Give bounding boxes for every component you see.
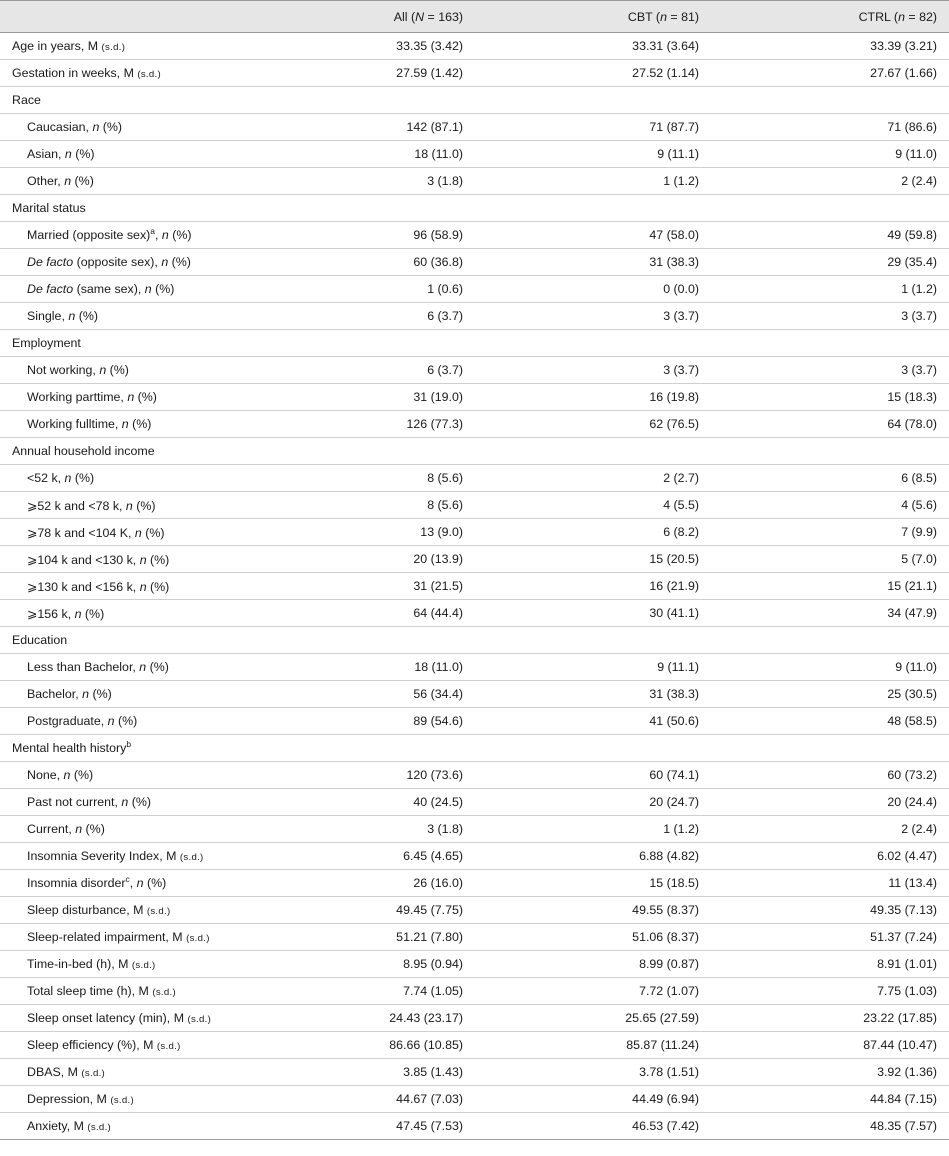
header-cbt: CBT (n = 81)	[627, 9, 699, 24]
cell-ctrl: 7 (9.9)	[901, 525, 937, 539]
row-label: None, n (%)	[27, 768, 94, 782]
cell-all: 126 (77.3)	[406, 417, 463, 431]
row-label: Mental health history$^b$	[12, 738, 132, 755]
row-label: Not working, n (%)	[27, 363, 129, 377]
row-label: Anxiety, M (s.d.)	[27, 1119, 112, 1133]
cell-all: 6 (3.7)	[427, 309, 463, 323]
cell-all: 3 (1.8)	[427, 822, 463, 836]
row-label: Age in years, M (s.d.)	[12, 39, 126, 53]
cell-cbt: 15 (18.5)	[649, 876, 699, 890]
cell-all: 27.59 (1.42)	[396, 66, 463, 80]
cell-cbt: 3 (3.7)	[663, 309, 699, 323]
cell-ctrl: 2 (2.4)	[901, 174, 937, 188]
cell-cbt: 46.53 (7.42)	[632, 1119, 699, 1133]
cell-all: 18 (11.0)	[414, 147, 463, 161]
table-row	[0, 357, 949, 384]
cell-all: 31 (21.5)	[413, 579, 463, 593]
cell-ctrl: 5 (7.0)	[901, 552, 937, 566]
table-row	[0, 573, 949, 600]
cell-all: 60 (36.8)	[413, 255, 463, 269]
header-all: All (N = 163)	[393, 9, 463, 24]
table-row	[0, 465, 949, 492]
cell-cbt: 20 (24.7)	[649, 795, 699, 809]
cell-all: 44.67 (7.03)	[396, 1092, 463, 1106]
cell-ctrl: 3 (3.7)	[901, 309, 937, 323]
row-label: Working parttime, n (%)	[27, 390, 157, 404]
row-label: Race	[12, 93, 41, 107]
cell-ctrl: 7.75 (1.03)	[877, 984, 937, 998]
row-label: Married (opposite sex)$^a$, n (%)	[27, 225, 192, 242]
cell-cbt: 25.65 (27.59)	[625, 1011, 699, 1025]
row-label: ⩾156 k, n (%)	[27, 606, 105, 621]
table-row	[0, 978, 949, 1005]
cell-all: 8 (5.6)	[427, 498, 463, 512]
cell-ctrl: 64 (78.0)	[887, 417, 937, 431]
cell-all: 142 (87.1)	[406, 120, 463, 134]
table-row	[0, 1032, 949, 1059]
row-label: Asian, n (%)	[27, 147, 95, 161]
row-label: Past not current, n (%)	[27, 795, 151, 809]
cell-all: 8 (5.6)	[427, 471, 463, 485]
cell-cbt: 6 (8.2)	[663, 525, 699, 539]
cell-all: 64 (44.4)	[413, 606, 463, 620]
cell-cbt: 16 (19.8)	[649, 390, 699, 404]
cell-all: 31 (19.0)	[413, 390, 463, 404]
cell-ctrl: 3 (3.7)	[901, 363, 937, 377]
table-row	[0, 816, 949, 843]
cell-all: 13 (9.0)	[420, 525, 463, 539]
cell-ctrl: 49.35 (7.13)	[870, 903, 937, 917]
cell-all: 24.43 (23.17)	[389, 1011, 463, 1025]
row-label: ⩾130 k and <156 k, n (%)	[27, 579, 170, 594]
table-row	[0, 168, 949, 195]
cell-ctrl: 6 (8.5)	[901, 471, 937, 485]
section-row	[0, 627, 949, 654]
cell-all: 7.74 (1.05)	[403, 984, 463, 998]
table-row	[0, 411, 949, 438]
cell-cbt: 0 (0.0)	[663, 282, 699, 296]
table-row	[0, 951, 949, 978]
cell-all: 40 (24.5)	[413, 795, 463, 809]
table-row	[0, 762, 949, 789]
cell-cbt: 3.78 (1.51)	[639, 1065, 699, 1079]
cell-all: 6 (3.7)	[427, 363, 463, 377]
table-row	[0, 681, 949, 708]
row-label: ⩾52 k and <78 k, n (%)	[27, 498, 156, 513]
cell-ctrl: 15 (21.1)	[887, 579, 937, 593]
table-row	[0, 708, 949, 735]
row-label: Current, n (%)	[27, 822, 105, 836]
cell-ctrl: 4 (5.6)	[901, 498, 937, 512]
table-row	[0, 492, 949, 519]
table-row	[0, 60, 949, 87]
section-row	[0, 195, 949, 222]
table-row	[0, 897, 949, 924]
table-row	[0, 141, 949, 168]
table-row	[0, 222, 949, 249]
row-label: De facto (opposite sex), n (%)	[27, 255, 191, 269]
cell-cbt: 27.52 (1.14)	[632, 66, 699, 80]
cell-all: 96 (58.9)	[413, 228, 463, 242]
cell-cbt: 9 (11.1)	[657, 147, 699, 161]
cell-cbt: 85.87 (11.24)	[626, 1038, 699, 1052]
row-label: ⩾104 k and <130 k, n (%)	[27, 552, 170, 567]
table-row	[0, 924, 949, 951]
table-row	[0, 546, 949, 573]
cell-cbt: 44.49 (6.94)	[632, 1092, 699, 1106]
table-row	[0, 276, 949, 303]
table-row	[0, 870, 949, 897]
table-body	[0, 33, 949, 1140]
cell-ctrl: 2 (2.4)	[901, 822, 937, 836]
row-label: Sleep onset latency (min), M (s.d.)	[27, 1011, 212, 1025]
table-row	[0, 303, 949, 330]
cell-cbt: 8.99 (0.87)	[639, 957, 699, 971]
cell-all: 3 (1.8)	[427, 174, 463, 188]
cell-cbt: 31 (38.3)	[649, 255, 699, 269]
row-label: DBAS, M (s.d.)	[27, 1065, 106, 1079]
cell-ctrl: 11 (13.4)	[888, 876, 937, 890]
row-label: Working fulltime, n (%)	[27, 417, 152, 431]
cell-all: 26 (16.0)	[413, 876, 463, 890]
cell-cbt: 16 (21.9)	[649, 579, 699, 593]
row-label: Single, n (%)	[27, 309, 98, 323]
cell-ctrl: 15 (18.3)	[887, 390, 937, 404]
row-label: Education	[12, 633, 68, 647]
row-label: Other, n (%)	[27, 174, 94, 188]
cell-ctrl: 87.44 (10.47)	[863, 1038, 937, 1052]
table-header-row	[0, 0, 949, 33]
cell-ctrl: 9 (11.0)	[895, 660, 937, 674]
table-row	[0, 654, 949, 681]
table-row	[0, 114, 949, 141]
row-label: Sleep efficiency (%), M (s.d.)	[27, 1038, 181, 1052]
cell-all: 56 (34.4)	[413, 687, 463, 701]
cell-cbt: 7.72 (1.07)	[639, 984, 699, 998]
cell-ctrl: 60 (73.2)	[887, 768, 937, 782]
row-label: Gestation in weeks, M (s.d.)	[12, 66, 161, 80]
row-label: Time-in-bed (h), M (s.d.)	[27, 957, 156, 971]
table-row	[0, 384, 949, 411]
row-label: Annual household income	[12, 444, 155, 458]
cell-cbt: 31 (38.3)	[649, 687, 699, 701]
row-label: De facto (same sex), n (%)	[27, 282, 175, 296]
cell-all: 18 (11.0)	[414, 660, 463, 674]
cell-ctrl: 25 (30.5)	[887, 687, 937, 701]
section-row	[0, 330, 949, 357]
cell-all: 86.66 (10.85)	[389, 1038, 463, 1052]
cell-cbt: 4 (5.5)	[663, 498, 699, 512]
row-label: Employment	[12, 336, 81, 350]
cell-ctrl: 29 (35.4)	[887, 255, 937, 269]
cell-ctrl: 33.39 (3.21)	[870, 39, 937, 53]
cell-ctrl: 44.84 (7.15)	[870, 1092, 937, 1106]
cell-cbt: 51.06 (8.37)	[632, 930, 699, 944]
cell-all: 33.35 (3.42)	[396, 39, 463, 53]
table-row	[0, 33, 949, 60]
row-label: Depression, M (s.d.)	[27, 1092, 134, 1106]
cell-ctrl: 27.67 (1.66)	[870, 66, 937, 80]
cell-all: 51.21 (7.80)	[396, 930, 463, 944]
section-row	[0, 735, 949, 762]
table-row	[0, 1005, 949, 1032]
row-label: Bachelor, n (%)	[27, 687, 112, 701]
cell-all: 8.95 (0.94)	[403, 957, 463, 971]
cell-all: 3.85 (1.43)	[403, 1065, 463, 1079]
cell-all: 20 (13.9)	[413, 552, 463, 566]
row-label: <52 k, n (%)	[27, 471, 95, 485]
row-label: Sleep-related impairment, M (s.d.)	[27, 930, 210, 944]
cell-cbt: 33.31 (3.64)	[632, 39, 699, 53]
cell-ctrl: 20 (24.4)	[887, 795, 937, 809]
cell-ctrl: 51.37 (7.24)	[870, 930, 937, 944]
cell-ctrl: 71 (86.6)	[887, 120, 937, 134]
cell-cbt: 6.88 (4.82)	[639, 849, 699, 863]
cell-all: 89 (54.6)	[413, 714, 463, 728]
table-row	[0, 843, 949, 870]
table-row	[0, 1059, 949, 1086]
cell-ctrl: 48.35 (7.57)	[870, 1119, 937, 1133]
cell-ctrl: 48 (58.5)	[887, 714, 937, 728]
row-label: Insomnia Severity Index, M (s.d.)	[27, 849, 204, 863]
row-label: Postgraduate, n (%)	[27, 714, 138, 728]
row-label: Sleep disturbance, M (s.d.)	[27, 903, 171, 917]
cell-ctrl: 23.22 (17.85)	[863, 1011, 937, 1025]
cell-cbt: 71 (87.7)	[649, 120, 699, 134]
table-row	[0, 249, 949, 276]
row-label: Insomnia disorder$^c$, n (%)	[27, 873, 167, 890]
cell-ctrl: 9 (11.0)	[895, 147, 937, 161]
cell-cbt: 3 (3.7)	[663, 363, 699, 377]
row-label: Marital status	[12, 201, 86, 215]
cell-ctrl: 8.91 (1.01)	[877, 957, 937, 971]
cell-all: 1 (0.6)	[427, 282, 463, 296]
cell-cbt: 15 (20.5)	[649, 552, 699, 566]
header-ctrl: CTRL (n = 82)	[858, 9, 937, 24]
cell-ctrl: 34 (47.9)	[887, 606, 937, 620]
cell-cbt: 9 (11.1)	[657, 660, 699, 674]
cell-cbt: 49.55 (8.37)	[632, 903, 699, 917]
cell-cbt: 1 (1.2)	[663, 174, 699, 188]
table-row	[0, 600, 949, 627]
table-row	[0, 1086, 949, 1113]
cell-all: 120 (73.6)	[406, 768, 463, 782]
table-row	[0, 519, 949, 546]
row-label: Total sleep time (h), M (s.d.)	[27, 984, 176, 998]
row-label: Caucasian, n (%)	[27, 120, 123, 134]
cell-all: 47.45 (7.53)	[396, 1119, 463, 1133]
cell-cbt: 30 (41.1)	[649, 606, 699, 620]
section-row	[0, 87, 949, 114]
cell-ctrl: 1 (1.2)	[901, 282, 937, 296]
cell-cbt: 1 (1.2)	[663, 822, 699, 836]
section-row	[0, 438, 949, 465]
cell-cbt: 60 (74.1)	[649, 768, 699, 782]
row-label: Less than Bachelor, n (%)	[27, 660, 169, 674]
cell-cbt: 2 (2.7)	[663, 471, 699, 485]
cell-cbt: 62 (76.5)	[649, 417, 699, 431]
cell-all: 49.45 (7.75)	[396, 903, 463, 917]
table-row	[0, 789, 949, 816]
table-row	[0, 1113, 949, 1140]
cell-all: 6.45 (4.65)	[403, 849, 463, 863]
row-label: ⩾78 k and <104 K, n (%)	[27, 525, 165, 540]
cell-ctrl: 6.02 (4.47)	[877, 849, 937, 863]
cell-ctrl: 49 (59.8)	[887, 228, 937, 242]
cell-cbt: 41 (50.6)	[649, 714, 699, 728]
cell-ctrl: 3.92 (1.36)	[877, 1065, 937, 1079]
cell-cbt: 47 (58.0)	[649, 228, 699, 242]
